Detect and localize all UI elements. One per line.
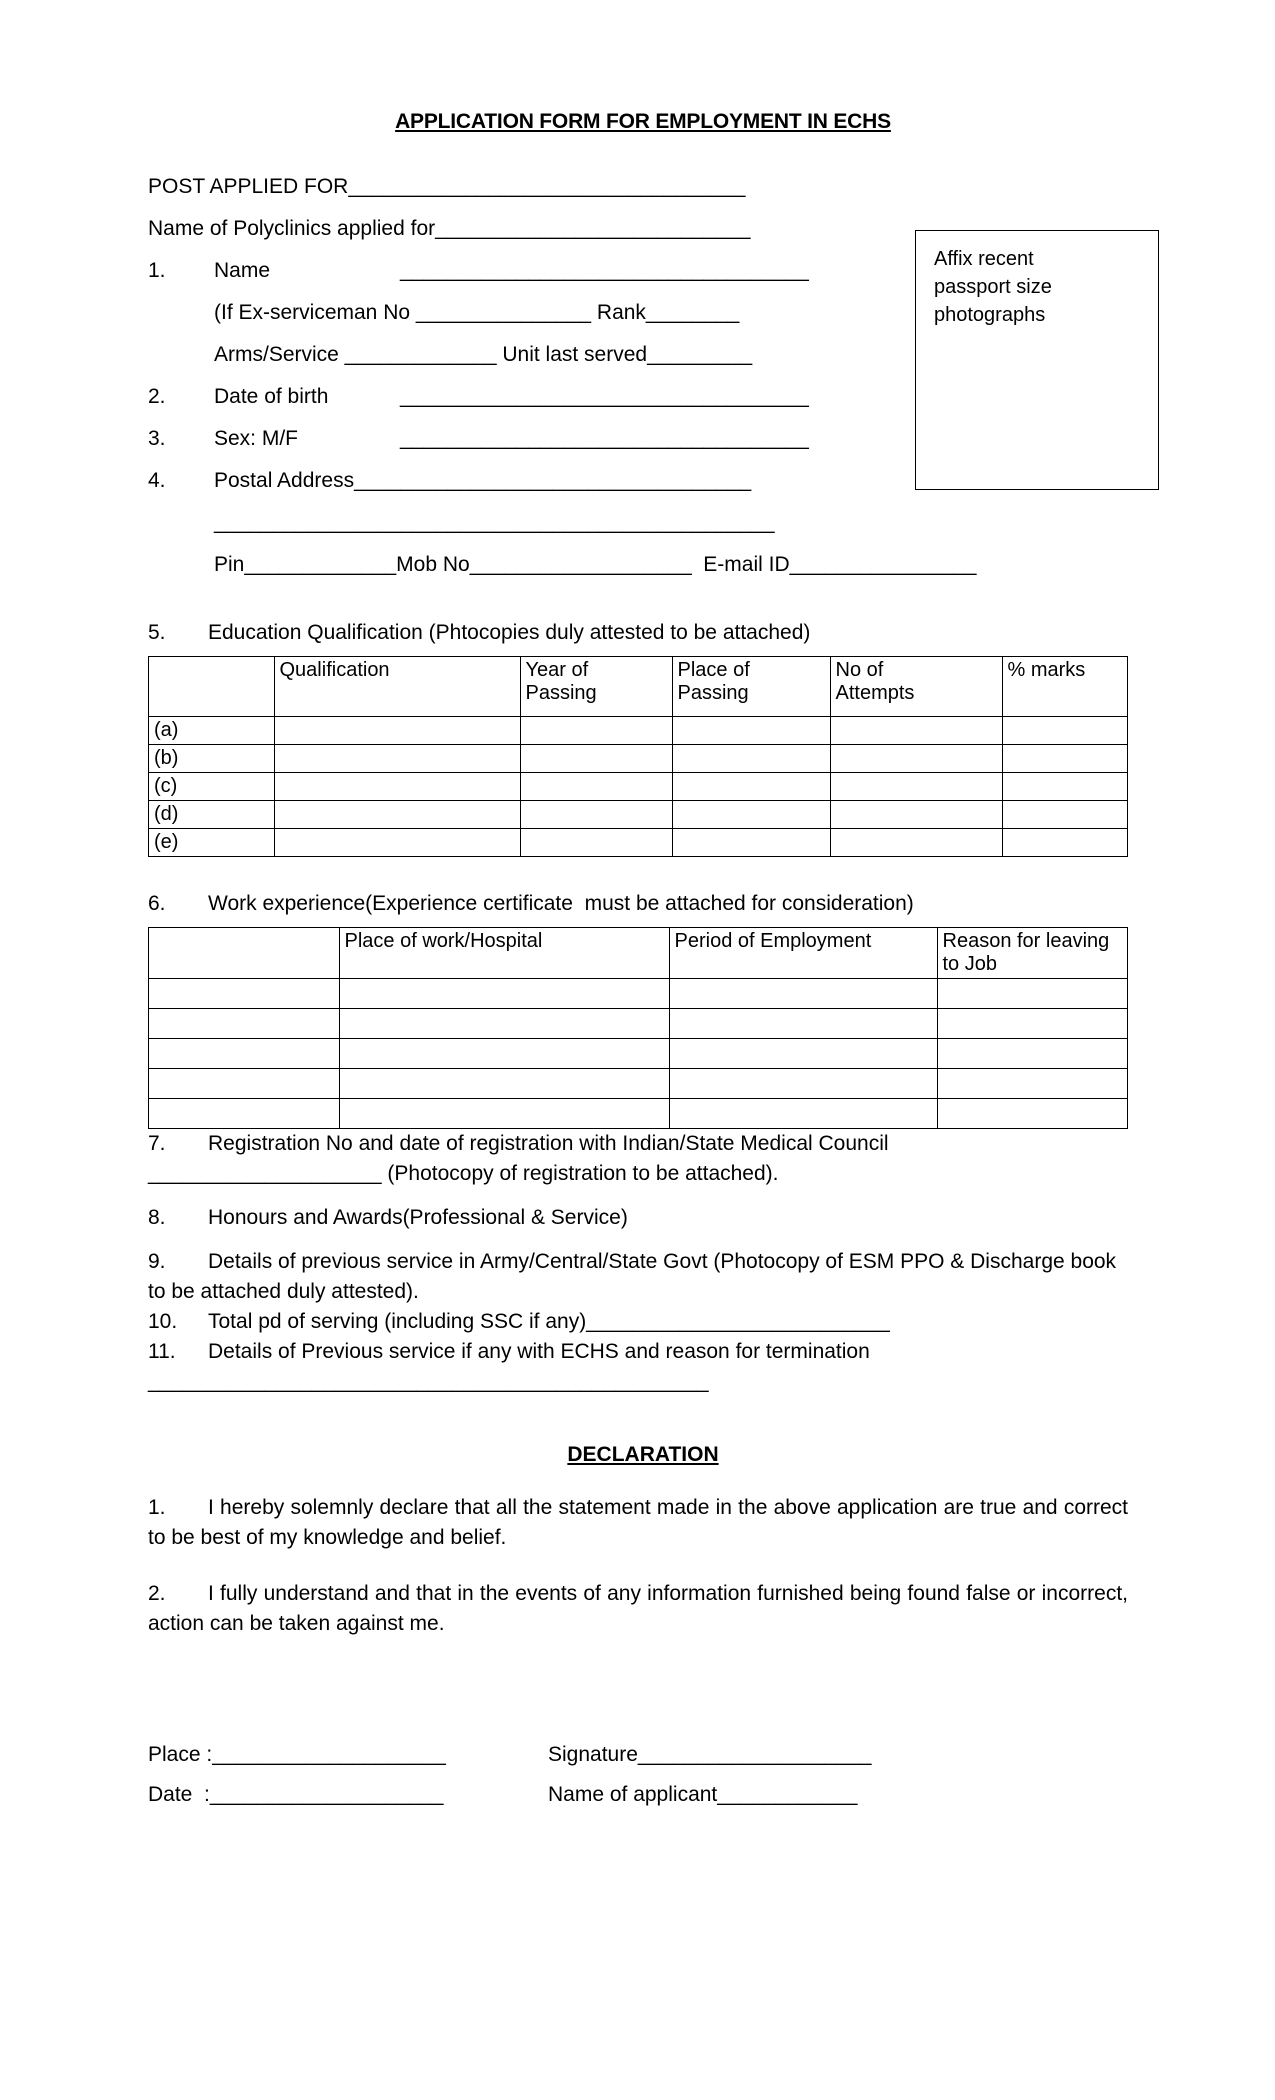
edu-header-marks: % marks (1002, 657, 1128, 717)
table-row[interactable] (149, 717, 1128, 745)
date-field: Date :____________________ (148, 1783, 444, 1806)
work-header-place: Place of work/Hospital (339, 928, 669, 979)
work-experience-table (148, 927, 1128, 1129)
item-11-text: Details of Previous service if any with ECHS and reason for termination (208, 1340, 870, 1363)
edu-cell-year[interactable] (520, 801, 672, 829)
field-post-applied-for: POST APPLIED FOR__________________________________ (148, 175, 746, 198)
work-table-body (149, 979, 1128, 1129)
edu-cell-year[interactable] (520, 773, 672, 801)
edu-cell-year[interactable] (520, 745, 672, 773)
photo-box-line-3: photographs (934, 304, 1046, 326)
edu-header-place-line-1: Place of (677, 659, 750, 681)
item-1-sub-2: Arms/Service _____________ Unit last served_________ (214, 343, 753, 366)
spacer-block-2 (148, 857, 1128, 883)
work-cell-place[interactable] (339, 1069, 669, 1099)
work-row-label (149, 1039, 340, 1069)
edu-cell-qualification[interactable] (274, 745, 520, 773)
table-row[interactable] (149, 979, 1128, 1009)
item-6-number: 6. (148, 892, 166, 915)
edu-cell-year[interactable] (520, 717, 672, 745)
edu-header-attempts-line-1: No of (835, 659, 884, 681)
field-pin-mob-email (148, 544, 1128, 586)
edu-cell-marks[interactable] (1002, 829, 1128, 857)
education-table-head (149, 657, 1128, 717)
edu-cell-attempts[interactable] (830, 829, 1002, 857)
signature-field: Signature____________________ (548, 1743, 872, 1766)
field-polyclinics: Name of Polyclinics applied for___________________________ (148, 217, 751, 240)
item-4-line-3: Pin_____________Mob No___________________ E-mail ID________________ (214, 553, 977, 576)
item-1-fill: ___________________________________ (400, 259, 809, 282)
field-address-line-2 (148, 502, 1128, 544)
edu-cell-attempts[interactable] (830, 745, 1002, 773)
item-2-number: 2. (148, 385, 166, 408)
work-cell-reason[interactable] (937, 1099, 1128, 1129)
item-1-sub-1: (If Ex-serviceman No _______________ Rank________ (214, 301, 740, 324)
table-row[interactable] (149, 773, 1128, 801)
spacer-block-3 (148, 1189, 1128, 1203)
work-row-label (149, 979, 340, 1009)
item-1-label: Name (214, 259, 271, 282)
item-4-label: Postal Address (214, 469, 355, 492)
edu-header-place (672, 657, 830, 717)
item-10-text: Total pd of serving (including SSC if any)__________________________ (208, 1310, 890, 1333)
table-row[interactable] (149, 1009, 1128, 1039)
work-row-label (149, 1069, 340, 1099)
edu-row-label: (d) (149, 801, 275, 829)
work-cell-period[interactable] (669, 979, 937, 1009)
field-sex (148, 418, 1128, 460)
field-honours-awards (148, 1203, 1128, 1233)
edu-row-label: (c) (149, 773, 275, 801)
work-header-reason: Reason for leaving to Job (937, 928, 1128, 979)
item-2-label: Date of birth (214, 385, 329, 408)
item-4-number: 4. (148, 469, 166, 492)
field-education-heading (148, 612, 1128, 654)
item-2-fill: ___________________________________ (400, 385, 809, 408)
declaration-2-text: I fully understand and that in the events of any information furnished being found false or incorrect, action can be taken against me. (148, 1582, 1128, 1635)
field-echs-previous-service (148, 1337, 1128, 1367)
item-4-fill: __________________________________ (354, 469, 752, 492)
edu-cell-marks[interactable] (1002, 801, 1128, 829)
spacer-block-1 (148, 586, 1128, 612)
field-postal-address (148, 460, 1128, 502)
field-work-experience-heading (148, 883, 1128, 925)
item-3-fill: ___________________________________ (400, 427, 809, 450)
work-header-blank (149, 928, 340, 979)
table-row[interactable] (149, 1039, 1128, 1069)
signature-row-2 (148, 1775, 1128, 1815)
edu-header-blank (149, 657, 275, 717)
edu-header-attempts-line-2: Attempts (835, 682, 915, 704)
edu-header-year-line-2: Passing (525, 682, 597, 704)
edu-cell-attempts[interactable] (830, 801, 1002, 829)
edu-cell-marks[interactable] (1002, 717, 1128, 745)
item-3-number: 3. (148, 427, 166, 450)
declaration-1-text: I hereby solemnly declare that all the statement made in the above application are true and correct to be best of my knowledge and belief. (148, 1496, 1128, 1549)
item-5-number: 5. (148, 621, 166, 644)
item-8-text: Honours and Awards(Professional & Service) (208, 1206, 628, 1229)
signature-row-1 (148, 1735, 1128, 1775)
edu-header-place-line-2: Passing (677, 682, 749, 704)
work-cell-place[interactable] (339, 1039, 669, 1069)
item-3-label: Sex: M/F (214, 427, 299, 450)
field-registration (148, 1129, 1128, 1159)
work-cell-period[interactable] (669, 1069, 937, 1099)
edu-header-year (520, 657, 672, 717)
item-11-number: 11. (148, 1340, 176, 1363)
work-row-label (149, 1009, 340, 1039)
item-1-number: 1. (148, 259, 166, 282)
item-7-text: Registration No and date of registration with Indian/State Medical Council (208, 1132, 889, 1155)
table-row[interactable] (149, 745, 1128, 773)
edu-cell-marks[interactable] (1002, 773, 1128, 801)
work-table-head (149, 928, 1128, 979)
table-header-row (149, 928, 1128, 979)
declaration-1-number: 1. (148, 1496, 166, 1519)
table-row[interactable] (149, 801, 1128, 829)
edu-row-label: (e) (149, 829, 275, 857)
work-cell-reason[interactable] (937, 1039, 1128, 1069)
form-content (148, 110, 1128, 1815)
edu-cell-attempts[interactable] (830, 773, 1002, 801)
edu-cell-place[interactable] (672, 829, 830, 857)
declaration-item-2 (148, 1579, 1128, 1639)
spacer-block-4 (148, 1233, 1128, 1247)
work-header-period: Period of Employment (669, 928, 937, 979)
edu-header-qualification: Qualification (274, 657, 520, 717)
edu-cell-place[interactable] (672, 773, 830, 801)
work-cell-reason[interactable] (937, 1009, 1128, 1039)
work-cell-period[interactable] (669, 1099, 937, 1129)
education-qualification-table (148, 656, 1128, 857)
field-echs-previous-fill: ________________________________________________ (148, 1370, 709, 1393)
spacer-block-5 (148, 1397, 1128, 1443)
table-row[interactable] (149, 1099, 1128, 1129)
field-registration-fill: ____________________ (Photocopy of registration to be attached). (148, 1162, 779, 1185)
work-cell-reason[interactable] (937, 979, 1128, 1009)
item-6-label: Work experience(Experience certificate must be attached for consideration) (208, 892, 914, 915)
item-4-line-2: ________________________________________________ (214, 511, 775, 534)
edu-cell-qualification[interactable] (274, 717, 520, 745)
edu-cell-marks[interactable] (1002, 745, 1128, 773)
applicant-name-field: Name of applicant____________ (548, 1783, 858, 1806)
field-previous-service (148, 1247, 1128, 1307)
edu-header-year-line-1: Year of (525, 659, 589, 681)
edu-cell-qualification[interactable] (274, 801, 520, 829)
work-cell-place[interactable] (339, 1099, 669, 1129)
item-9-number: 9. (148, 1250, 166, 1273)
declaration-title: DECLARATION (567, 1443, 719, 1466)
work-row-label (149, 1099, 340, 1129)
edu-cell-year[interactable] (520, 829, 672, 857)
table-header-row (149, 657, 1128, 717)
field-total-serving (148, 1307, 1128, 1337)
work-cell-period[interactable] (669, 1009, 937, 1039)
work-cell-reason[interactable] (937, 1069, 1128, 1099)
edu-cell-qualification[interactable] (274, 829, 520, 857)
field-arms-service (148, 334, 1128, 376)
item-8-number: 8. (148, 1206, 166, 1229)
item-7-number: 7. (148, 1132, 166, 1155)
edu-cell-place[interactable] (672, 745, 830, 773)
work-cell-period[interactable] (669, 1039, 937, 1069)
table-row[interactable] (149, 829, 1128, 857)
spacer-block-8 (148, 1639, 1128, 1735)
field-ex-serviceman (148, 292, 1128, 334)
photo-box-line-2: passport size (934, 276, 1052, 298)
page-title: APPLICATION FORM FOR EMPLOYMENT IN ECHS (395, 110, 891, 133)
item-9-text: Details of previous service in Army/Central/State Govt (Photocopy of ESM PPO & Discharge book to be attached duly attested). (148, 1250, 1117, 1303)
table-row[interactable] (149, 1069, 1128, 1099)
edu-row-label: (a) (149, 717, 275, 745)
edu-cell-place[interactable] (672, 717, 830, 745)
spacer-block-6 (148, 1467, 1128, 1493)
place-field: Place :____________________ (148, 1743, 446, 1766)
edu-cell-attempts[interactable] (830, 717, 1002, 745)
field-name-row (148, 250, 1128, 292)
declaration-item-1 (148, 1493, 1128, 1553)
education-table-body (149, 717, 1128, 857)
edu-row-label: (b) (149, 745, 275, 773)
edu-cell-place[interactable] (672, 801, 830, 829)
edu-cell-qualification[interactable] (274, 773, 520, 801)
declaration-2-number: 2. (148, 1582, 166, 1605)
item-5-label: Education Qualification (Phtocopies duly attested to be attached) (208, 621, 811, 644)
work-cell-place[interactable] (339, 1009, 669, 1039)
item-10-number: 10. (148, 1310, 178, 1333)
spacer-block-7 (148, 1553, 1128, 1579)
work-cell-place[interactable] (339, 979, 669, 1009)
field-date-of-birth (148, 376, 1128, 418)
photo-box-line-1: Affix recent (934, 248, 1034, 270)
edu-header-attempts (830, 657, 1002, 717)
